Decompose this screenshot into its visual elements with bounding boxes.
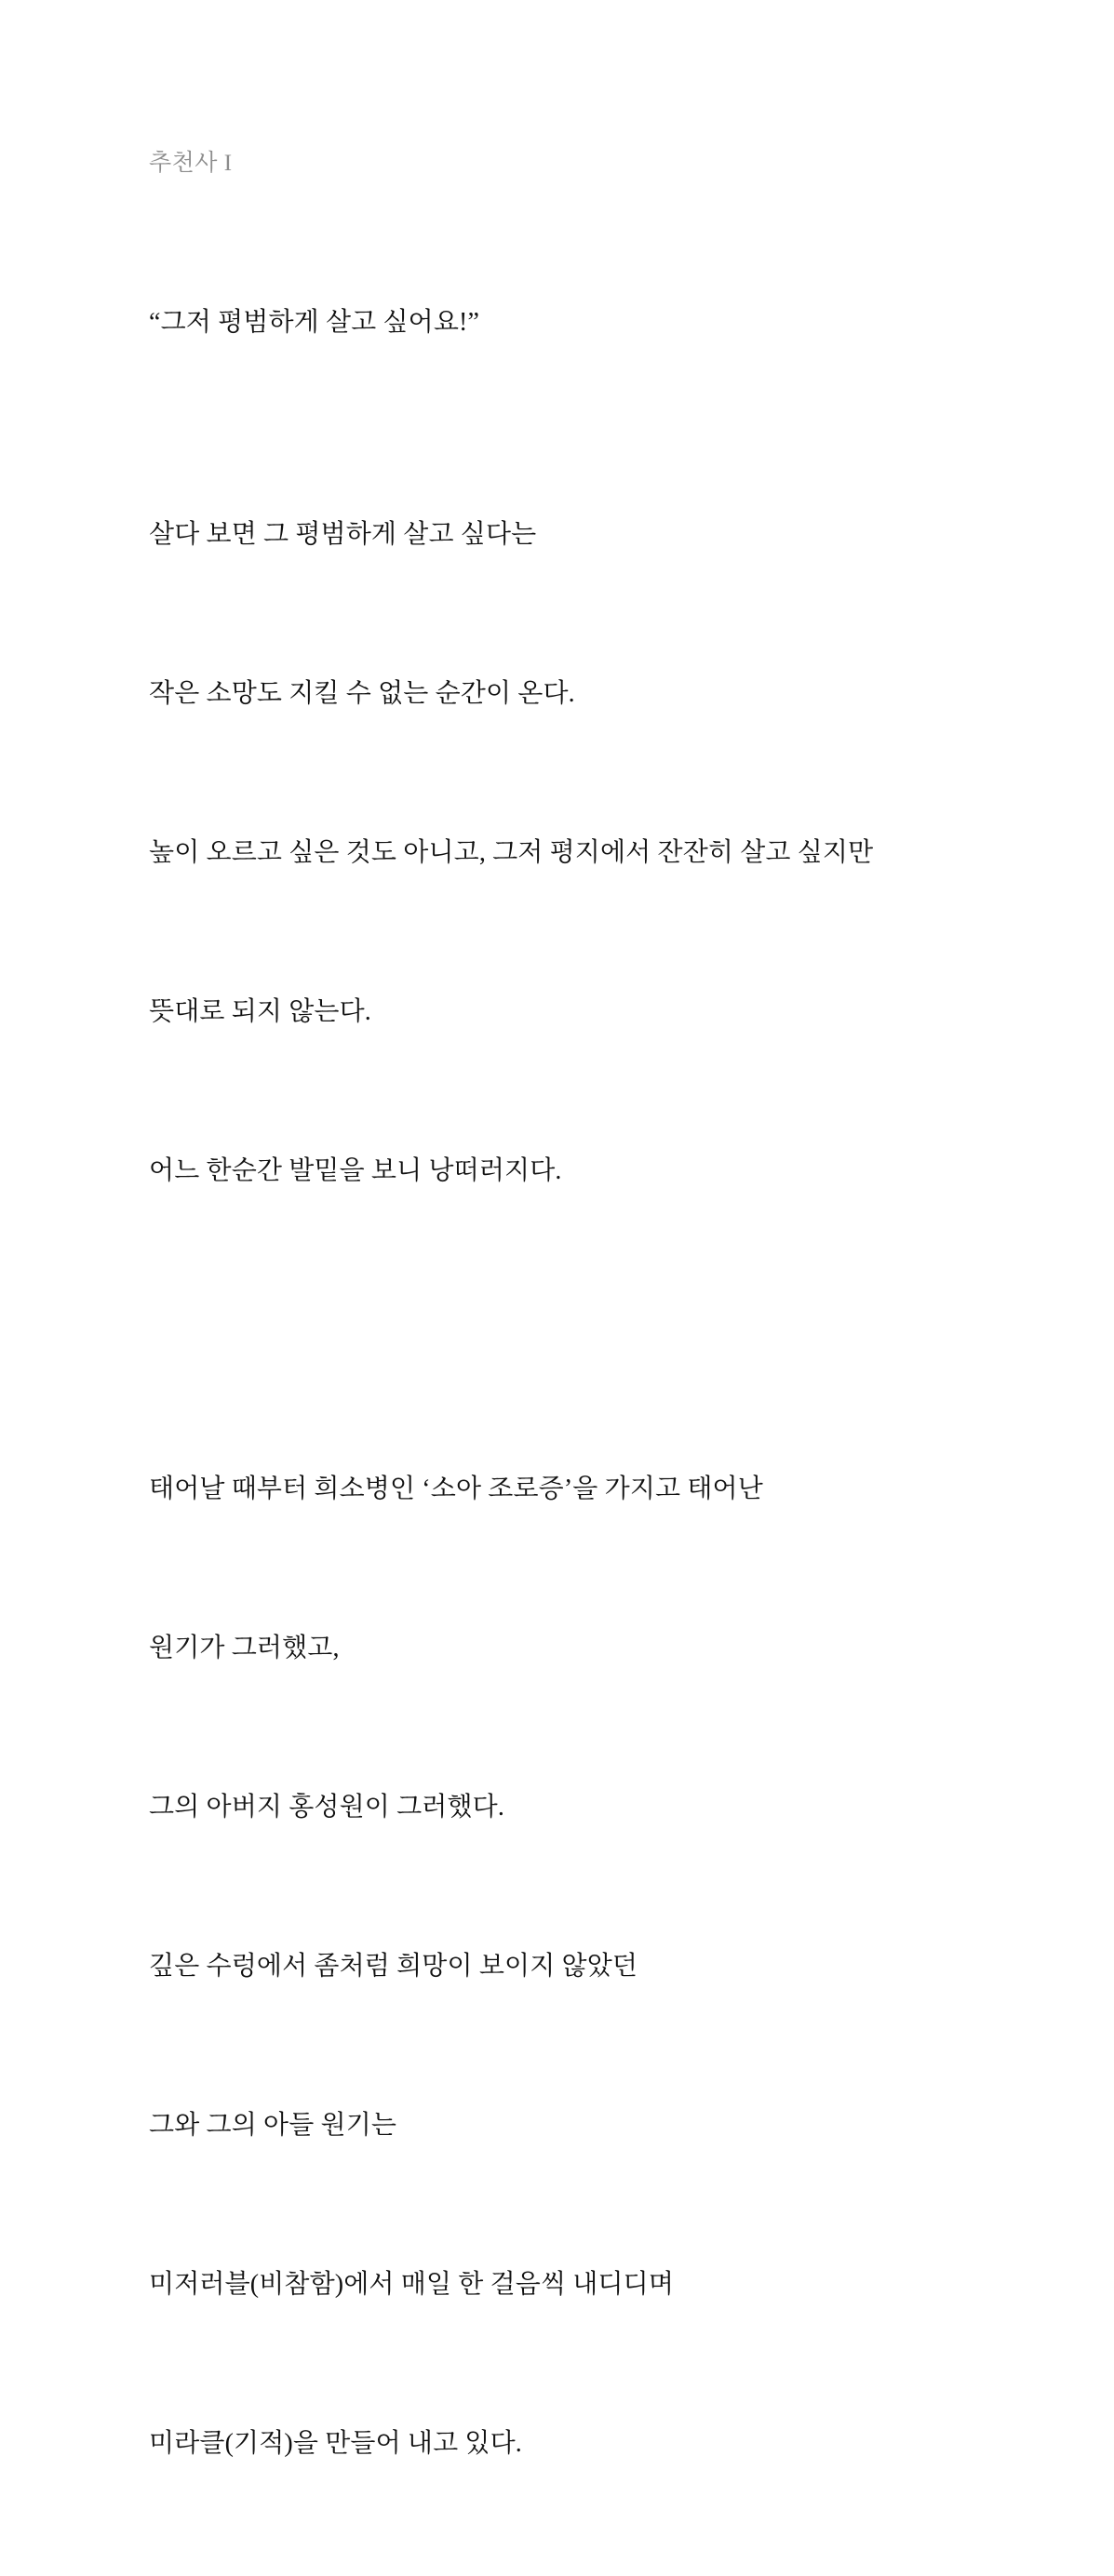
- text-line: 그와 그의 아들 원기는: [149, 2111, 397, 2140]
- text-line: 원기가 그러했고,: [149, 1634, 340, 1662]
- text-line: 깊은 수렁에서 좀처럼 희망이 보이지 않았던: [149, 1952, 638, 1981]
- pull-quote: “그저 평범하게 살고 싶어요!”: [149, 308, 480, 337]
- paragraph-1: [149, 402, 986, 1303]
- text-line: 미라클(기적)을 만들어 내고 있다.: [149, 2429, 522, 2458]
- paragraph-2: [149, 1356, 986, 2576]
- body-text: [149, 296, 986, 2576]
- text-line: 미저러블(비참함)에서 매일 한 걸음씩 내디디며: [149, 2270, 675, 2299]
- running-head: 추천사 I: [149, 151, 233, 176]
- text-line: 뜻대로 되지 않는다.: [149, 997, 371, 1026]
- text-line: 어느 한순간 발밑을 보니 낭떠러지다.: [149, 1156, 562, 1185]
- text-line: 작은 소망도 지킬 수 없는 순간이 온다.: [149, 679, 575, 708]
- text-line: 그의 아버지 홍성원이 그러했다.: [149, 1793, 505, 1822]
- text-line: 높이 오르고 싶은 것도 아니고, 그저 평지에서 잔잔히 살고 싶지만: [149, 838, 874, 867]
- text-line: 태어날 때부터 희소병인 ‘소아 조로증’을 가지고 태어난: [149, 1475, 763, 1503]
- text-line: 살다 보면 그 평범하게 살고 싶다는: [149, 520, 537, 549]
